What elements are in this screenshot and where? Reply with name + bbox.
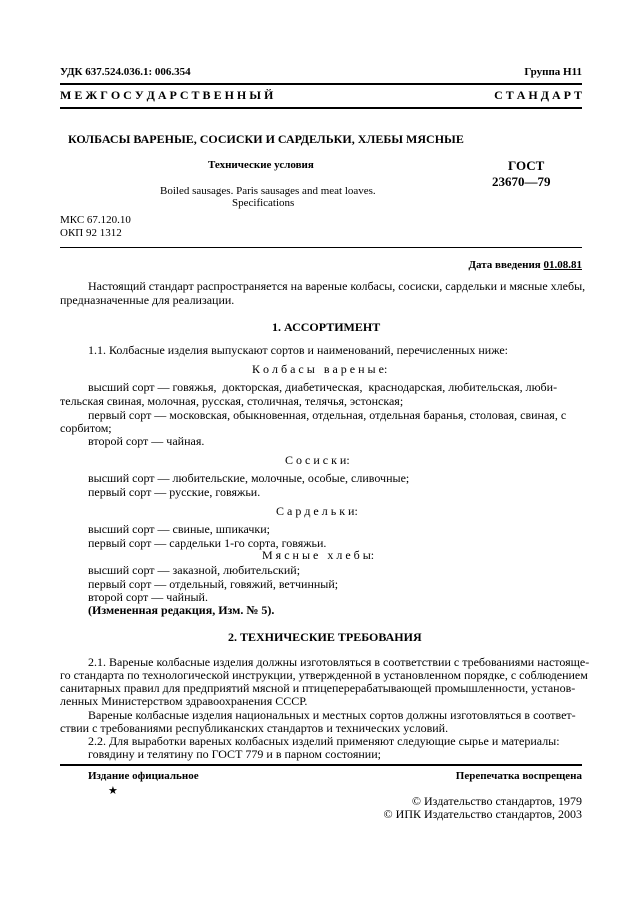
boiled-line-5: второй сорт — чайная. [88, 434, 205, 448]
document-title: КОЛБАСЫ ВАРЕНЫЕ, СОСИСКИ И САРДЕЛЬКИ, ХЛЕБЫ МЯСНЫЕ [68, 132, 464, 146]
banner-interstate: М Е Ж Г О С У Д А Р С Т В Е Н Н Ы Й [60, 88, 274, 102]
udc-code: УДК 637.524.036.1: 006.354 [60, 66, 191, 78]
boiled-line-4: сорбитом; [60, 421, 112, 435]
loaves-line-1: высший сорт — заказной, любительский; [88, 563, 301, 577]
copyright-2003: © ИПК Издательство стандартов, 2003 [383, 807, 582, 821]
scope-text-cont: предназначенные для реализации. [60, 293, 235, 307]
star-icon: ★ [108, 785, 118, 797]
subheading-boiled: К о л б а с ы в а р е н ы е: [252, 362, 388, 376]
gost-label: ГОСТ [508, 158, 545, 173]
english-subtitle: Specifications [232, 197, 295, 209]
intro-date-label: Дата введения [468, 259, 541, 271]
section-2-heading: 2. ТЕХНИЧЕСКИЕ ТРЕБОВАНИЯ [228, 630, 422, 644]
header-top-rule [60, 83, 582, 85]
para-2-1-line-1: 2.1. Вареные колбасные изделия должны изготовляться в соответствии с требованиями настояще- [88, 655, 590, 669]
para-2-1-line-4: ленных Министерством здравоохранения СССР. [60, 694, 308, 708]
group-code: Группа Н11 [524, 66, 582, 78]
mks-code: МКС 67.120.10 [60, 214, 131, 226]
english-title: Boiled sausages. Paris sausages and meat loaves. [160, 185, 376, 197]
boiled-line-3: первый сорт — московская, обыкновенная, отдельная, отдельная баранья, столовая, свиная, с [88, 408, 567, 422]
intro-date [468, 259, 582, 271]
para-2-1-line-3: санитарных правил для предприятий мясной и птицеперерабатывающей промышленности, установ- [60, 681, 576, 695]
amendment-note: (Измененная редакция, Изм. № 5). [88, 603, 275, 617]
subheading-sardelki: С а р д е л ь к и: [276, 504, 358, 518]
para-2-1b-line-1: Вареные колбасные изделия национальных и местных сортов должны изготовляться в соответ- [88, 708, 576, 722]
para-2-2-line-2: говядину и телятину по ГОСТ 779 и в парном состоянии; [88, 747, 381, 761]
gost-number: 23670—79 [492, 174, 551, 189]
para-2-2-line-1: 2.2. Для выработки вареных колбасных изделий применяют следующие сырье и материалы: [88, 734, 560, 748]
para-2-1-line-2: го стандарта по технологической инструкции, утвержденной в установленном порядке, с соблюдением [60, 668, 588, 682]
footer-rule [60, 764, 582, 766]
header-bottom-rule [60, 107, 582, 109]
franks-line-2: первый сорт — русские, говяжьи. [88, 485, 261, 499]
reprint-notice: Перепечатка воспрещена [455, 770, 582, 782]
banner-standard: С Т А Н Д А Р Т [494, 88, 582, 102]
copyright-1979: © Издательство стандартов, 1979 [411, 794, 582, 808]
scope-text: Настоящий стандарт распространяется на вареные колбасы, сосиски, сардельки и мясные хлебы, [88, 279, 586, 293]
para-1-1: 1.1. Колбасные изделия выпускают сортов и наименований, перечисленных ниже: [88, 343, 508, 357]
okp-code: ОКП 92 1312 [60, 227, 122, 239]
intro-date-value: 01.08.81 [543, 259, 582, 271]
subheading-franks: С о с и с к и: [285, 453, 350, 467]
document-subtitle: Технические условия [208, 159, 314, 171]
title-divider [60, 247, 582, 248]
franks-line-1: высший сорт — любительские, молочные, особые, сливочные; [88, 471, 410, 485]
loaves-line-3: второй сорт — чайный. [88, 590, 208, 604]
para-2-1b-line-2: ствии с требованиями республиканских стандартов и технических условий. [60, 721, 449, 735]
loaves-line-2: первый сорт — отдельный, говяжий, ветчинный; [88, 577, 339, 591]
official-edition: Издание официальное [88, 770, 199, 782]
section-1-heading: 1. АССОРТИМЕНТ [272, 320, 381, 334]
boiled-line-1: высший сорт — говяжья, докторская, диабетическая, краснодарская, любительская, люби- [88, 380, 558, 394]
sardelki-line-1: высший сорт — свиные, шпикачки; [88, 522, 270, 536]
sardelki-line-2: первый сорт — сардельки 1-го сорта, говяжьи. [88, 536, 327, 550]
boiled-line-2: тельская свиная, молочная, русская, столичная, телячья, эстонская; [60, 394, 404, 408]
subheading-loaves: М я с н ы е х л е б ы: [262, 548, 375, 562]
